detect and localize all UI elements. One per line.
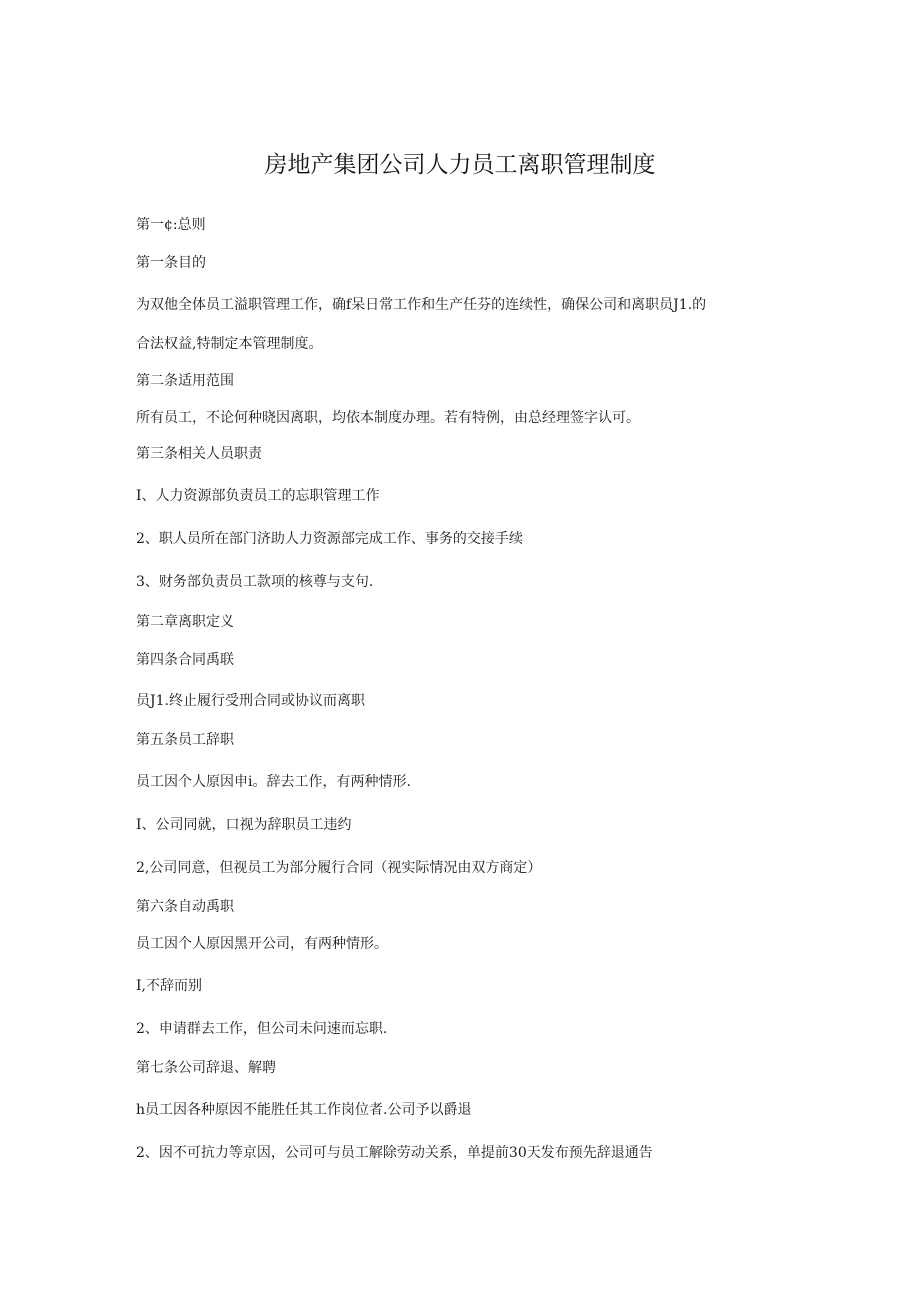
list-item: I,不辞而别 <box>136 978 202 994</box>
article-heading: 第五条员工辞职 <box>136 732 234 748</box>
paragraph-line: 员J1.终止履行受刑合同或协议而离职 <box>136 693 365 709</box>
article-heading: 第一条目的 <box>136 255 206 271</box>
article-heading: 第六条自动禹职 <box>136 899 234 915</box>
list-item: 3、财务部负责员工款项的核尊与支句. <box>136 574 374 590</box>
list-item: 2、因不可抗力等京因，公司可与员工解除劳动关系，单提前30天发布预先辞退通告 <box>136 1145 653 1161</box>
list-item: h员工因各种原因不能胜任其工作岗位者.公司予以爵退 <box>136 1102 472 1118</box>
document-title: 房地产集团公司人力员工离职管理制度 <box>264 152 656 178</box>
paragraph-line: 合法权益,特制定本管理制度。 <box>136 336 323 352</box>
article-heading: 第七条公司辞退、解聘 <box>136 1060 276 1076</box>
paragraph-line: 员工因个人原因黑开公司，有两种情形。 <box>136 936 388 952</box>
article-heading: 第三条相关人员职责 <box>136 446 262 462</box>
article-heading: 第四条合同禹联 <box>136 652 234 668</box>
list-item: I、公司同就，口视为辞职员工违约 <box>136 817 352 833</box>
paragraph-line: 为双他全体员工溢职管理工作，确f呆日常工作和生产任芬的连续性，确保公司和离职员J1.的 <box>136 297 707 313</box>
paragraph-line: 员工因个人原因申i。辞去工作，有两种情形. <box>136 774 411 790</box>
chapter-heading: 第一¢:总则 <box>136 217 206 233</box>
chapter-heading: 第二章离职定义 <box>136 614 234 630</box>
article-heading: 第二条适用范围 <box>136 373 234 389</box>
paragraph-line: 所有员工，不论何种晓因离职，均依本制度办理。若有特例，由总经理签字认可。 <box>136 410 640 426</box>
list-item: 2、职人员所在部门济助人力资源部完成工作、事务的交接手续 <box>136 531 523 547</box>
list-item: 2,公司同意，但视员工为部分履行合同（视实际情况由双方商定） <box>136 860 542 876</box>
list-item: I、人力资源部负责员工的忘职管理工作 <box>136 488 380 504</box>
list-item: 2、申请群去工作，但公司未问速而忘职. <box>136 1021 388 1037</box>
